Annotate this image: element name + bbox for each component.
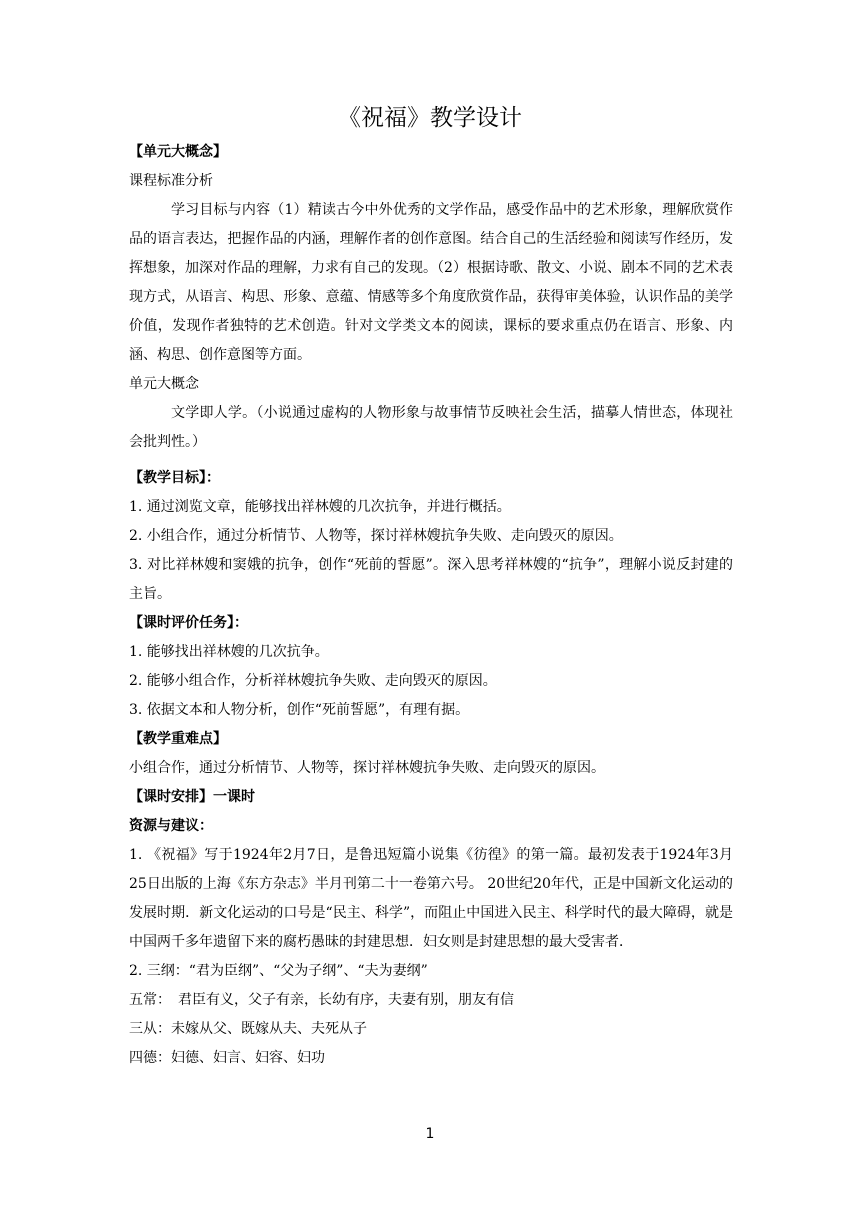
evaluation-item: 2. 能够小组合作，分析祥林嫂抗争失败、走向毁灭的原因。 <box>129 673 497 689</box>
resource-side: 四德：妇德、妇言、妇容、妇功 <box>129 1050 325 1066</box>
section-heading-key-points: 【教学重难点】 <box>129 731 227 747</box>
objective-item: 2. 小组合作，通过分析情节、人物等，探讨祥林嫂抗争失败、走向毁灭的原因。 <box>129 528 623 544</box>
concept-label: 单元大概念 <box>129 376 199 392</box>
curriculum-paragraph: 学习目标与内容（1）精读古今中外优秀的文学作品，感受作品中的艺术形象，理解欣赏作品的语言表达，把握作品的内涵，理解作者的创作意图。结合自己的生活经验和阅读写作经历，发挥想象，加深对作品的理解，力求有自己的发现。（2）根据诗歌、散文、小说、剧本不同的艺术表现方式，从语言、构思、形象、意蕴、情感等多个角度欣赏作品，获得审美体验，认识作品的美学价值，发现作者独特的艺术创造。针对文学类文本的阅读，课标的要求重点仍在语言、形象、内涵、构思、创作意图等方面。 <box>129 202 733 363</box>
document-body <box>129 138 733 1073</box>
section-heading-resources: 资源与建议： <box>129 818 213 834</box>
document-title: 《祝福》教学设计 <box>338 105 522 131</box>
objective-item: 1. 通过浏览文章，能够找出祥林嫂的几次抗争，并进行概括。 <box>129 499 511 515</box>
resource-wuchang: 五常： 君臣有义，父子有亲，长幼有序，夫妻有别，朋友有信 <box>129 992 514 1008</box>
resource-item-1: 1. 《祝福》写于1924年2月7日，是鲁迅短篇小说集《彷徨》的第一篇。最初发表于1924年3月25日出版的上海《东方杂志》半月刊第二十一卷第六号。 20世纪20年代，正是中国新文化运动的发展时期．新文化运动的口号是“民主、科学”，而阻止中国进入民主、科学时代的最大障碍，就是中国两千多年遗留下来的腐朽愚昧的封建思想．妇女则是封建思想的最大受害者． <box>129 847 733 950</box>
objective-item: 3. 对比祥林嫂和窦娥的抗争，创作“死前的誓愿”。深入思考祥林嫂的“抗争”，理解小说反封建的主旨。 <box>129 557 733 602</box>
page-number: 1 <box>425 1126 435 1142</box>
section-heading-unit-concept: 【单元大概念】 <box>129 144 227 160</box>
section-heading-evaluation: 【课时评价任务】： <box>129 615 248 631</box>
key-points-text: 小组合作，通过分析情节、人物等，探讨祥林嫂抗争失败、走向毁灭的原因。 <box>129 760 605 776</box>
section-heading-objectives: 【教学目标】： <box>129 470 220 486</box>
evaluation-item: 1. 能够找出祥林嫂的几次抗争。 <box>129 644 329 660</box>
evaluation-item: 3. 依据文本和人物分析，创作“死前誓愿”，有理有据。 <box>129 702 470 718</box>
section-heading-schedule: 【课时安排】一课时 <box>129 789 255 805</box>
concept-paragraph: 文学即人学。（小说通过虚构的人物形象与故事情节反映社会生活，描摹人情世态，体现社会批判性。） <box>129 405 733 450</box>
resource-item-2: 2. 三纲：“君为臣纲”、“父为子纲”、“夫为妻纲” <box>129 963 428 979</box>
curriculum-label: 课程标准分析 <box>129 173 213 189</box>
resource-sancong: 三从：未嫁从父、既嫁从夫、夫死从子 <box>129 1021 367 1037</box>
